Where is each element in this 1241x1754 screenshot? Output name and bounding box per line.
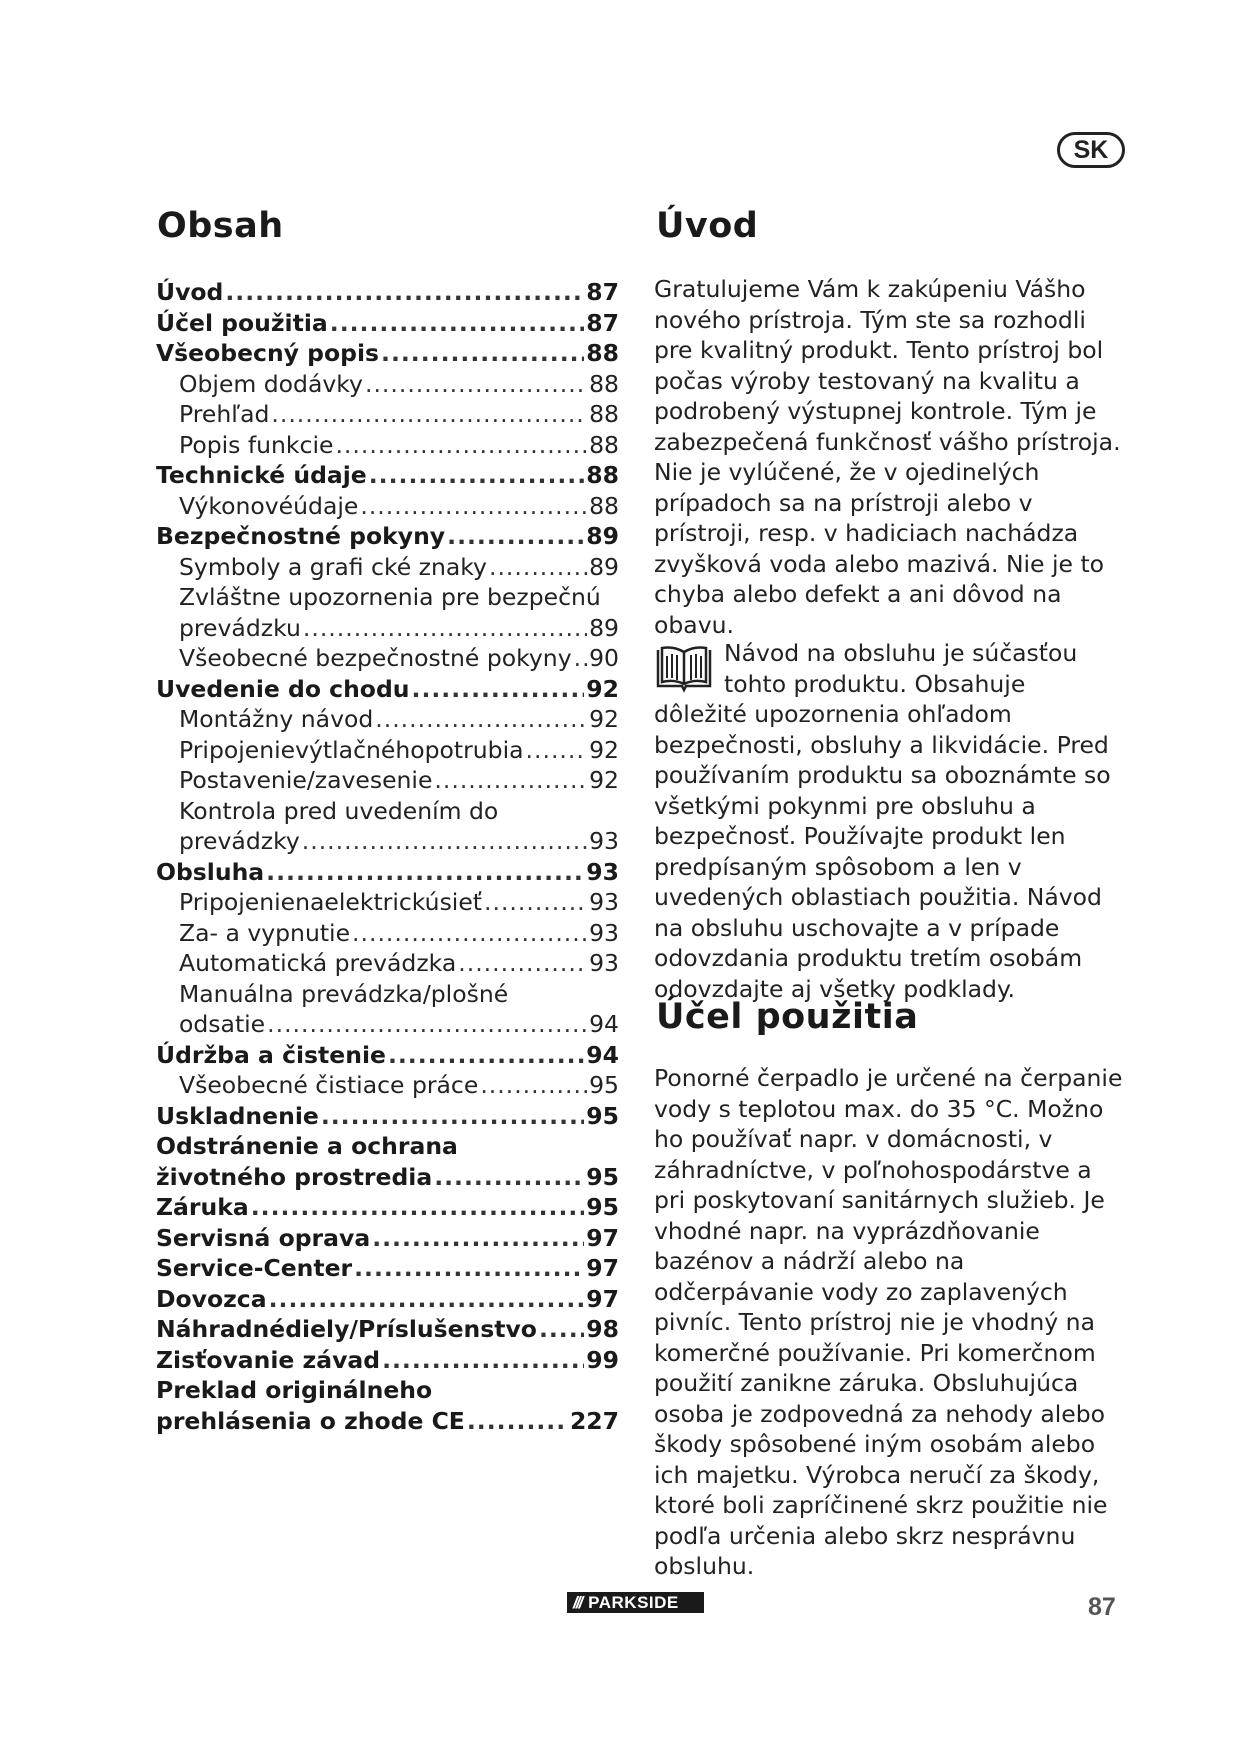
toc-leader-dots xyxy=(251,1192,585,1223)
toc-entry xyxy=(156,704,619,735)
toc-entry xyxy=(156,338,619,369)
toc-entry-label: Prehľad xyxy=(179,400,270,428)
toc-entry-page: 97 xyxy=(586,1284,619,1313)
page-number: 87 xyxy=(1088,1593,1116,1621)
toc-entry-page: 97 xyxy=(586,1223,619,1252)
toc-entry-label: prevádzku xyxy=(179,613,301,642)
toc-entry xyxy=(156,430,619,461)
toc-leader-dots xyxy=(434,765,587,796)
toc-entry-page: 93 xyxy=(589,949,619,977)
toc-entry xyxy=(156,277,619,308)
toc-entry-page: 93 xyxy=(589,918,619,947)
purpose-title: Účel použitia xyxy=(656,997,919,1037)
toc-entry-page: 94 xyxy=(586,1040,619,1069)
toc-entry-label: Odstránenie a ochrana xyxy=(156,1132,458,1160)
toc-entry-label: Úvod xyxy=(156,278,224,306)
logo-text: PARKSIDE xyxy=(588,1592,679,1612)
toc-leader-dots xyxy=(489,552,587,583)
toc-entry-page: 92 xyxy=(589,766,619,794)
toc-entry-page: 93 xyxy=(589,827,619,855)
toc-entry-label: Údržba a čistenie xyxy=(156,1040,386,1069)
toc-entry-label: Popis funkcie xyxy=(179,430,334,459)
toc-leader-dots xyxy=(480,1070,587,1101)
toc-leader-dots xyxy=(458,948,587,979)
toc-entry-page: 90 xyxy=(589,644,619,672)
toc-entry-label: Pripojenienaelektrickúsieť xyxy=(179,888,483,916)
toc-leader-dots xyxy=(467,1406,568,1437)
toc-leader-dots xyxy=(271,399,587,430)
toc-entry xyxy=(156,1406,619,1437)
manual-note-text: Návod na obsluhu je súčasťou tohto produktu. Obsahuje dôležité upozornenia ohľadom bezpečnosti, obsluhy a likvidácie. Pred používaním produktu sa oboznámte so všetkými pokynmi pre obsluhu a bezpečnosť. Používajte produkt len predpísaným spôsobom a len v uvedených oblastiach použitia. Návod na obsluhu uschovajte a v prípade odovzdania produktu tretím osobám odovzdajte aj všetky podklady. xyxy=(654,639,1111,1003)
toc-leader-dots xyxy=(267,1009,587,1040)
toc-entry xyxy=(156,369,619,400)
toc-leader-dots xyxy=(369,460,585,491)
toc-entry-page: 88 xyxy=(589,430,619,459)
toc-entry xyxy=(156,1284,619,1315)
toc-entry-label: Bezpečnostné pokyny xyxy=(156,522,446,550)
toc-leader-dots xyxy=(412,674,585,705)
parkside-logo xyxy=(567,1592,704,1613)
toc-entry-label: Uvedenie do chodu xyxy=(156,674,410,703)
toc-entry-label: Dovozca xyxy=(156,1284,267,1313)
toc-entry-page: 87 xyxy=(586,308,619,337)
toc-entry-page: 92 xyxy=(586,674,619,703)
table-of-contents xyxy=(156,277,619,1436)
toc-entry xyxy=(156,1223,619,1254)
toc-entry-label: Obsluha xyxy=(156,857,265,886)
toc-entry xyxy=(156,735,619,766)
toc-entry-label: Zisťovanie závad xyxy=(156,1345,381,1374)
toc-entry-label: Kontrola pred uvedením do xyxy=(179,796,499,825)
toc-entry xyxy=(156,1131,619,1162)
toc-entry-page: 95 xyxy=(589,1071,619,1099)
toc-entry xyxy=(156,308,619,339)
toc-entry-page: 99 xyxy=(586,1345,619,1374)
toc-entry xyxy=(156,765,619,796)
toc-entry-page: 89 xyxy=(586,522,619,550)
logo-stripes: /// xyxy=(573,1592,582,1612)
toc-entry-page: 95 xyxy=(586,1193,619,1221)
toc-entry xyxy=(156,1253,619,1284)
language-badge: SK xyxy=(1057,132,1125,168)
open-book-icon xyxy=(654,644,714,694)
toc-entry xyxy=(156,552,619,583)
toc-leader-dots xyxy=(303,613,587,644)
toc-entry xyxy=(156,1009,619,1040)
toc-entry xyxy=(156,1162,619,1193)
toc-leader-dots xyxy=(447,521,584,552)
toc-entry-page: 97 xyxy=(586,1254,619,1282)
toc-entry xyxy=(156,826,619,857)
toc-leader-dots xyxy=(266,857,584,888)
toc-entry-label: Účel použitia xyxy=(156,308,328,337)
toc-entry xyxy=(156,1101,619,1132)
toc-entry xyxy=(156,1070,619,1101)
toc-leader-dots xyxy=(354,1253,584,1284)
toc-leader-dots xyxy=(526,735,588,766)
toc-entry-page: 94 xyxy=(589,1010,619,1038)
toc-entry-label: Za- a vypnutie xyxy=(179,918,351,947)
toc-entry-label: Všeobecné bezpečnostné pokyny xyxy=(179,644,572,672)
toc-entry-page: 93 xyxy=(586,857,619,886)
toc-entry-page: 88 xyxy=(589,400,619,428)
toc-entry xyxy=(156,1375,619,1406)
toc-leader-dots xyxy=(382,1345,584,1376)
toc-leader-dots xyxy=(484,887,587,918)
toc-leader-dots xyxy=(330,308,585,339)
toc-entry-page: 89 xyxy=(589,613,619,642)
purpose-paragraph: Ponorné čerpadlo je určené na čerpanie vody s teplotou max. do 35 °C. Možno ho používať napr. v domácnosti, v záhradníctve, v poľnohospodárstve a pri poskytovaní sanitárnych služieb. Je vhodné napr. na vyprázdňovanie bazénov a nádrží alebo na odčerpávanie vody zo zaplavených pivníc. Tento prístroj nie je vhodný na komerčné používanie. Pri komerčnom použití zanikne záruka. Obsluhujúca osoba je zodpovedná za nehody alebo škody spôsobené iným osobám alebo ich majetku. Výrobca neručí za škody, ktoré boli zapríčinené skrz použitie nie podľa určenia alebo skrz nesprávnu obsluhu. xyxy=(654,1064,1123,1580)
toc-entry-page: 88 xyxy=(586,461,619,489)
toc-entry-label: prevádzky xyxy=(179,827,300,855)
toc-entry-label: Servisná oprava xyxy=(156,1223,371,1252)
toc-leader-dots xyxy=(352,918,587,949)
toc-leader-dots xyxy=(574,643,587,674)
toc-entry xyxy=(156,1040,619,1071)
toc-entry-label: Pripojenievýtlačnéhopotrubia xyxy=(179,735,524,764)
toc-entry xyxy=(156,399,619,430)
toc-entry-label: Záruka xyxy=(156,1193,249,1221)
toc-entry-page: 98 xyxy=(586,1315,619,1343)
toc-entry xyxy=(156,491,619,522)
toc-entry xyxy=(156,643,619,674)
toc-entry xyxy=(156,1192,619,1223)
toc-entry-page: 92 xyxy=(589,735,619,764)
toc-entry-page: 89 xyxy=(589,552,619,581)
toc-entry-label: Všeobecný popis xyxy=(156,339,380,367)
toc-entry-page: 227 xyxy=(569,1406,619,1435)
toc-entry-page: 95 xyxy=(586,1162,619,1191)
toc-entry xyxy=(156,918,619,949)
toc-leader-dots xyxy=(434,1162,584,1193)
toc-title: Obsah xyxy=(157,206,284,246)
toc-entry-label: Technické údaje xyxy=(156,461,367,489)
toc-entry-label: Uskladnenie xyxy=(156,1101,319,1130)
toc-entry-label: Zvláštne upozornenia pre bezpečnú xyxy=(179,583,601,611)
toc-leader-dots xyxy=(388,1040,584,1071)
toc-entry-label: Symboly a grafi cké znaky xyxy=(179,552,487,581)
toc-entry-page: 95 xyxy=(586,1101,619,1130)
toc-leader-dots xyxy=(381,338,584,369)
toc-entry xyxy=(156,582,619,613)
toc-entry-label: Service-Center xyxy=(156,1254,353,1282)
toc-entry-page: 93 xyxy=(589,888,619,916)
toc-leader-dots xyxy=(375,704,587,735)
toc-entry-label: životného prostredia xyxy=(156,1162,433,1191)
toc-entry-label: Automatická prevádzka xyxy=(179,949,457,977)
toc-leader-dots xyxy=(302,826,587,857)
toc-entry xyxy=(156,979,619,1010)
toc-leader-dots xyxy=(372,1223,584,1254)
toc-entry xyxy=(156,948,619,979)
toc-leader-dots xyxy=(269,1284,585,1315)
toc-entry-label: prehlásenia o zhode CE xyxy=(156,1406,465,1435)
intro-title: Úvod xyxy=(656,206,759,246)
toc-entry-label: Objem dodávky xyxy=(179,369,363,398)
toc-leader-dots xyxy=(335,430,587,461)
toc-entry-page: 88 xyxy=(589,369,619,398)
toc-entry-label: Všeobecné čistiace práce xyxy=(179,1071,479,1099)
toc-entry-label: odsatie xyxy=(179,1010,266,1038)
toc-entry-page: 88 xyxy=(589,491,619,520)
manual-note xyxy=(654,638,1124,1004)
toc-entry xyxy=(156,796,619,827)
toc-entry-label: Postavenie/zavesenie xyxy=(179,766,433,794)
toc-entry xyxy=(156,460,619,491)
toc-entry xyxy=(156,857,619,888)
toc-entry xyxy=(156,674,619,705)
toc-entry-label: Preklad originálneho xyxy=(156,1376,433,1404)
toc-entry-page: 87 xyxy=(586,278,619,306)
toc-leader-dots xyxy=(365,369,587,400)
toc-entry-page: 92 xyxy=(589,705,619,733)
toc-entry xyxy=(156,887,619,918)
toc-entry-label: Montážny návod xyxy=(179,705,374,733)
toc-entry xyxy=(156,613,619,644)
toc-entry xyxy=(156,1314,619,1345)
toc-entry-label: Náhradnédiely/Príslušenstvo xyxy=(156,1315,537,1343)
toc-entry-label: Manuálna prevádzka/plošné xyxy=(179,979,509,1008)
toc-entry xyxy=(156,521,619,552)
toc-leader-dots xyxy=(539,1314,584,1345)
toc-entry-page: 88 xyxy=(586,339,619,367)
toc-entry-label: Výkonovéúdaje xyxy=(179,491,359,520)
toc-leader-dots xyxy=(225,277,584,308)
toc-entry xyxy=(156,1345,619,1376)
toc-leader-dots xyxy=(321,1101,584,1132)
intro-paragraph: Gratulujeme Vám k zakúpeniu Vášho nového prístroja. Tým ste sa rozhodli pre kvalitný produkt. Tento prístroj bol počas výroby testovaný na kvalitu a podrobený výstupnej kontrole. Tým je zabezpečená funkčnosť vášho prístroja. Nie je vylúčené, že v ojedinelých prípadoch sa na prístroji alebo v prístroji, resp. v hadiciach nachádza zvyšková voda alebo mazivá. Nie je to chyba alebo defekt a ani dôvod na obavu. xyxy=(654,275,1121,639)
toc-leader-dots xyxy=(360,491,587,522)
